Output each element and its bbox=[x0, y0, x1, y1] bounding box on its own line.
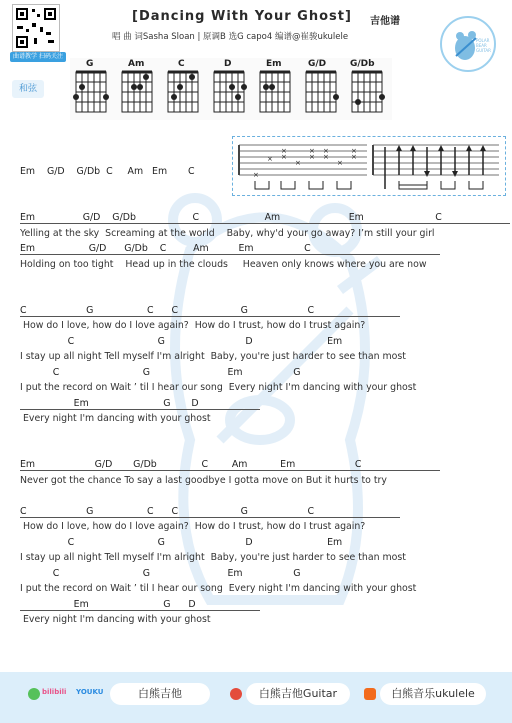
chord-em-diagram bbox=[260, 59, 290, 112]
lyric-line: I put the record on Wait ’ til I hear our song Every night I'm dancing with your ghost bbox=[20, 583, 417, 594]
chord-underline bbox=[20, 470, 440, 471]
svg-text:×: × bbox=[337, 159, 343, 167]
chord-line: Em G/D G/Db C Am Em C bbox=[20, 459, 362, 470]
chord-section-label: 和弦 bbox=[12, 80, 44, 98]
chord-line: C G Em G bbox=[20, 568, 301, 579]
chord-gd-diagram bbox=[306, 59, 339, 112]
chord-g-diagram bbox=[73, 59, 109, 112]
footer-bear-guitar-weibo[interactable]: 白熊吉他Guitar bbox=[246, 683, 350, 705]
lyric-line: Never got the chance To say a last goodbye I gotta move on But it hurts to try bbox=[20, 475, 387, 486]
lyric-line: Holding on too tight Head up in the clouds Heaven only knows where you are now bbox=[20, 259, 427, 270]
sheet-type: 吉他谱 bbox=[370, 16, 400, 27]
svg-text:×: × bbox=[351, 147, 357, 155]
taobao-icon bbox=[364, 688, 376, 700]
weibo-icon bbox=[230, 688, 242, 700]
lyric-line: Every night I'm dancing with your ghost bbox=[20, 413, 211, 424]
chord-line: Em G/D G/Db C Am Em C bbox=[20, 212, 442, 223]
song-title: [Dancing With Your Ghost] bbox=[132, 9, 352, 24]
chord-underline bbox=[20, 223, 510, 224]
chord-name-gdb: G/Db bbox=[350, 59, 375, 69]
logo-text: POLAR BEAR GUITAR bbox=[476, 38, 491, 53]
lyric-line: I put the record on Wait ’ til I hear our song Every night I'm dancing with your ghost bbox=[20, 382, 417, 393]
chord-name-d: D bbox=[224, 59, 232, 69]
lyric-line: How do I love, how do I love again? How do I trust, how do I trust again? bbox=[20, 320, 366, 331]
chord-name-gd: G/D bbox=[308, 59, 327, 69]
chord-line: C G C C G C bbox=[20, 506, 315, 517]
svg-text:×: × bbox=[295, 159, 301, 167]
svg-text:×: × bbox=[267, 155, 273, 163]
chord-diagrams bbox=[70, 58, 392, 120]
svg-text:×: × bbox=[281, 147, 287, 155]
svg-text:×: × bbox=[309, 153, 315, 161]
chord-underline bbox=[20, 409, 260, 410]
footer-bear-guitar[interactable]: 白熊吉他 bbox=[110, 683, 210, 705]
chord-name-em: Em bbox=[266, 59, 282, 69]
chord-name-am: Am bbox=[128, 59, 145, 69]
lyric-line: I stay up all night Tell myself I'm alright Baby, you're just harder to see than most bbox=[20, 552, 406, 563]
chord-line: C G D Em bbox=[20, 336, 343, 347]
chord-name-g: G bbox=[86, 59, 94, 69]
qr-caption: 曲谱教学 扫码关注 bbox=[10, 52, 66, 62]
bilibili-logo: bilibili bbox=[42, 688, 67, 696]
chord-gdb-diagram bbox=[350, 59, 385, 112]
chord-underline bbox=[20, 316, 400, 317]
chord-d-diagram bbox=[214, 59, 247, 112]
chord-am-diagram bbox=[122, 59, 152, 112]
qr-code[interactable] bbox=[12, 4, 60, 52]
tab-staff bbox=[233, 137, 505, 195]
svg-text:×: × bbox=[323, 153, 329, 161]
intro-chords: Em G/D G/Db C Am Em C bbox=[20, 166, 195, 177]
svg-text:×: × bbox=[281, 153, 287, 161]
lyric-line: I stay up all night Tell myself I'm alright Baby, you're just harder to see than most bbox=[20, 351, 406, 362]
svg-text:×: × bbox=[323, 147, 329, 155]
footer-bear-ukulele[interactable]: 白熊音乐ukulele bbox=[380, 683, 486, 705]
wechat-icon bbox=[28, 688, 40, 700]
lyric-line: Yelling at the sky Screaming at the world Baby, why'd your go away? I’m still your girl bbox=[20, 228, 435, 239]
chord-line: Em G/D G/Db C Am Em C bbox=[20, 243, 311, 254]
chord-c-diagram bbox=[168, 59, 198, 112]
chord-underline bbox=[20, 517, 400, 518]
strumming-tab-box bbox=[232, 136, 506, 196]
svg-text:×: × bbox=[309, 147, 315, 155]
lyric-line: Every night I'm dancing with your ghost bbox=[20, 614, 211, 625]
chord-underline bbox=[20, 610, 260, 611]
chord-line: Em G D bbox=[20, 599, 196, 610]
chord-line: C G D Em bbox=[20, 537, 343, 548]
chord-line: C G Em G bbox=[20, 367, 301, 378]
chord-line: C G C C G C bbox=[20, 305, 315, 316]
youku-logo: YOUKU bbox=[76, 688, 104, 696]
chord-line: Em G D bbox=[20, 398, 199, 409]
lyric-line: How do I love, how do I love again? How do I trust, how do I trust again? bbox=[20, 521, 366, 532]
svg-text:×: × bbox=[351, 153, 357, 161]
chord-name-c: C bbox=[178, 59, 185, 69]
chord-underline bbox=[20, 254, 440, 255]
svg-text:×: × bbox=[253, 171, 259, 179]
song-credits: 唱 曲 词Sasha Sloan | 原调B 选G capo4 编谱@崔骏ukulele bbox=[112, 32, 349, 42]
